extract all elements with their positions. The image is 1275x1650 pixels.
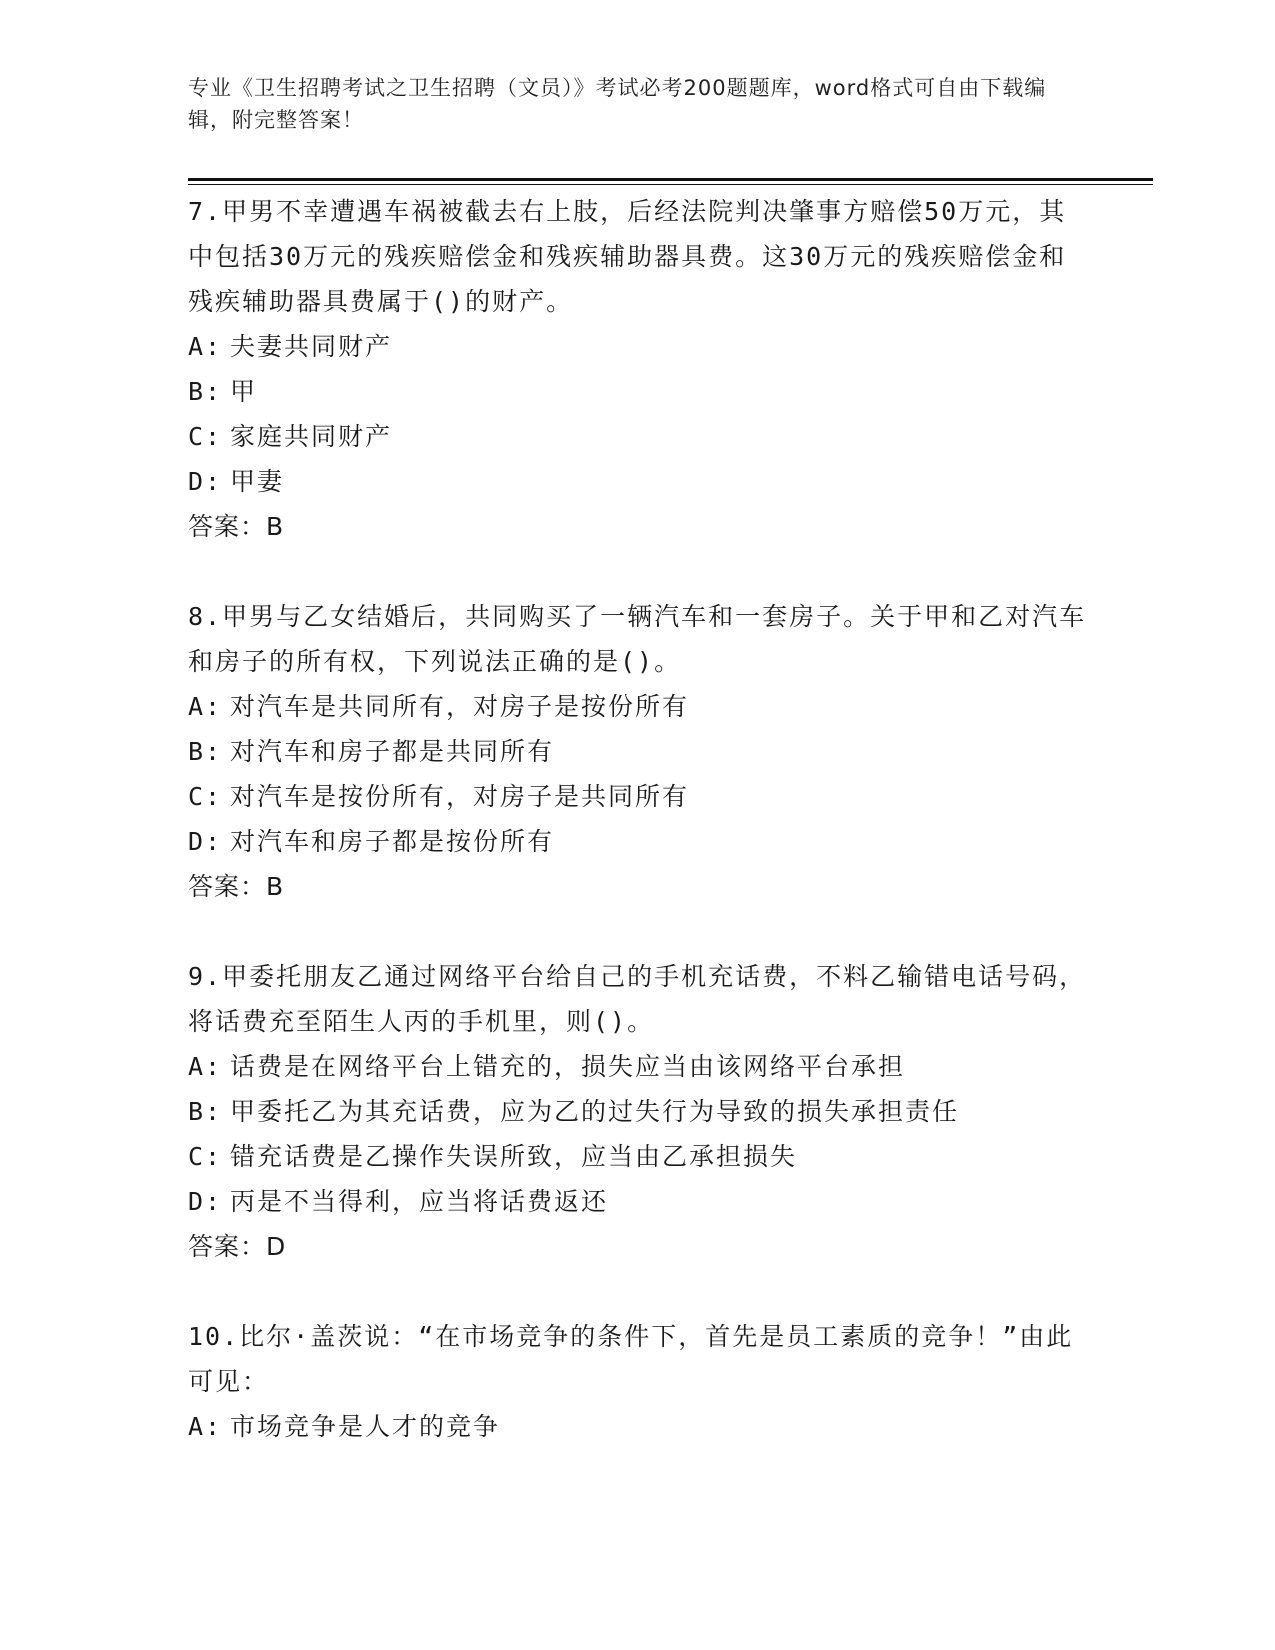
option-c	[188, 774, 1088, 819]
option-a	[188, 1404, 1088, 1449]
option-letter: D:	[188, 1187, 223, 1216]
answer-line: 答案：D	[188, 1232, 287, 1261]
option-letter: A:	[188, 692, 223, 721]
question-10	[188, 1314, 1088, 1449]
answer-line: 答案：B	[188, 872, 285, 901]
option-letter: B:	[188, 737, 223, 766]
question-7	[188, 189, 1088, 549]
option-letter: A:	[188, 332, 223, 361]
option-text: 对汽车和房子都是按份所有	[230, 827, 555, 856]
option-letter: C:	[188, 782, 223, 811]
option-letter: A:	[188, 1412, 223, 1441]
option-letter: B:	[188, 1097, 223, 1126]
option-text: 错充话费是乙操作失误所致，应当由乙承担损失	[230, 1142, 798, 1171]
option-letter: D:	[188, 467, 223, 496]
question-gap	[188, 1269, 1088, 1314]
option-letter: D:	[188, 827, 223, 856]
option-text: 对汽车和房子都是共同所有	[230, 737, 555, 766]
header-divider-thin	[188, 184, 1153, 185]
option-letter: B:	[188, 377, 223, 406]
option-text: 对汽车是按份所有，对房子是共同所有	[230, 782, 690, 811]
option-c	[188, 1134, 1088, 1179]
option-text: 市场竞争是人才的竞争	[230, 1412, 501, 1441]
option-text: 对汽车是共同所有，对房子是按份所有	[230, 692, 690, 721]
option-letter: C:	[188, 422, 223, 451]
option-c	[188, 414, 1088, 459]
option-a	[188, 1044, 1088, 1089]
option-text: 甲	[230, 377, 258, 406]
question-8	[188, 594, 1088, 909]
option-text: 甲妻	[230, 467, 285, 496]
option-b	[188, 729, 1088, 774]
option-letter: C:	[188, 1142, 223, 1171]
option-text: 话费是在网络平台上错充的，损失应当由该网络平台承担	[230, 1052, 906, 1081]
option-text: 丙是不当得利，应当将话费返还	[230, 1187, 609, 1216]
question-gap	[188, 549, 1088, 594]
header-divider-thick	[188, 178, 1153, 181]
question-list	[188, 189, 1088, 1449]
document-header: 专业《卫生招聘考试之卫生招聘（文员）》考试必考200题题库，word格式可自由下载编辑，附完整答案！	[188, 76, 1047, 132]
option-text: 夫妻共同财产	[230, 332, 393, 361]
option-d	[188, 1179, 1088, 1224]
option-text: 甲委托乙为其充话费，应为乙的过失行为导致的损失承担责任	[230, 1097, 960, 1126]
option-a	[188, 324, 1088, 369]
question-gap	[188, 909, 1088, 954]
option-d	[188, 459, 1088, 504]
question-stem: 8.甲男与乙女结婚后，共同购买了一辆汽车和一套房子。关于甲和乙对汽车和房子的所有权，下列说法正确的是()。	[188, 602, 1087, 676]
option-b	[188, 369, 1088, 414]
answer-line: 答案：B	[188, 512, 285, 541]
question-stem: 7.甲男不幸遭遇车祸被截去右上肢，后经法院判决肇事方赔偿50万元，其中包括30万元的残疾赔偿金和残疾辅助器具费。这30万元的残疾赔偿金和残疾辅助器具费属于()的财产。	[188, 197, 1067, 316]
option-letter: A:	[188, 1052, 223, 1081]
option-b	[188, 1089, 1088, 1134]
option-d	[188, 819, 1088, 864]
question-9	[188, 954, 1088, 1269]
option-a	[188, 684, 1088, 729]
question-stem: 10.比尔·盖茨说：“在市场竞争的条件下，首先是员工素质的竞争！”由此可见：	[188, 1322, 1074, 1396]
question-stem: 9.甲委托朋友乙通过网络平台给自己的手机充话费，不料乙输错电话号码，将话费充至陌生人丙的手机里，则()。	[188, 962, 1087, 1036]
option-text: 家庭共同财产	[230, 422, 393, 451]
